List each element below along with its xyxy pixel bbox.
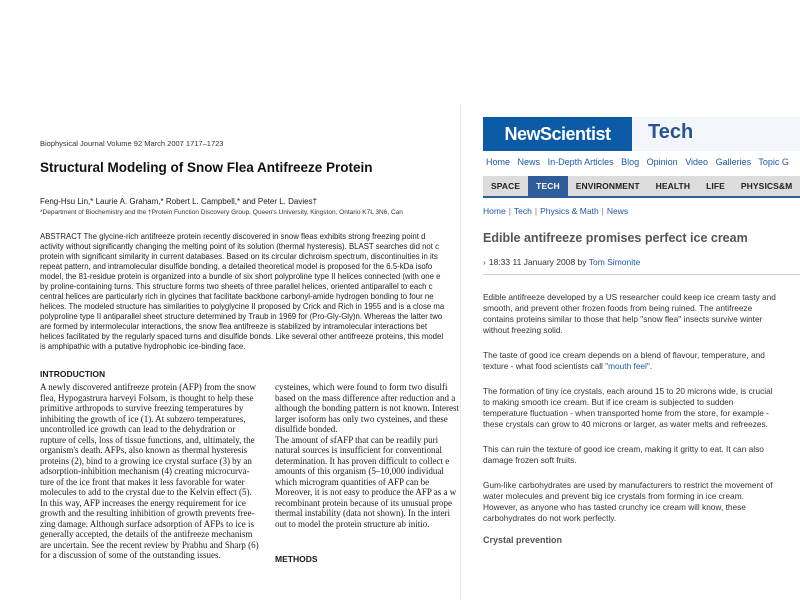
tab-tech[interactable]: TECH: [528, 176, 568, 196]
introduction-heading: INTRODUCTION: [40, 369, 106, 379]
paragraph-line: to making smooth ice cream. But if ice cream is subjected to sudden: [483, 397, 734, 407]
tab-health[interactable]: HEALTH: [655, 181, 691, 191]
paragraph-line: damage frozen soft fruits.: [483, 455, 577, 465]
topnav-link-home[interactable]: Home: [486, 157, 511, 167]
chevron-right-icon: ›: [483, 257, 486, 267]
topnav-link-video[interactable]: Video: [685, 157, 709, 167]
paragraph-line: Edible antifreeze developed by a US researcher could keep ice cream tasty and: [483, 292, 776, 302]
body-line: primitive arthropods to survive freezing temperatures by: [40, 403, 244, 413]
body-line: generally accepted, the details of the antifreeze mechanism: [40, 529, 253, 539]
abstract-line: is amphipathic with a putative hydrophobic ice-binding face.: [40, 342, 246, 351]
breadcrumb-tech[interactable]: Tech: [513, 206, 532, 216]
paragraph-line: without freezing solid.: [483, 325, 563, 335]
body-line: which microgram quantities of AFP can be: [275, 476, 430, 487]
tab-life[interactable]: LIFE: [706, 181, 725, 191]
topnav-link-opinion[interactable]: Opinion: [646, 157, 678, 167]
topnav-link-topic-guides[interactable]: Topic G: [758, 157, 789, 167]
paper-title: Structural Modeling of Snow Flea Antifreeze Protein: [40, 160, 373, 175]
tab-space[interactable]: SPACE: [491, 181, 521, 191]
breadcrumb-home[interactable]: Home: [483, 206, 506, 216]
body-line: uncontrolled ice growth can lead to the dehydration or: [40, 424, 236, 434]
body-line: In this way, AFP increases the energy requirement for ice: [40, 497, 246, 508]
abstract-line: ABSTRACT The glycine-rich antifreeze protein recently discovered in snow fleas exhibits strong freezing point d: [40, 232, 426, 241]
breadcrumb: Home | Tech | Physics & Math | News: [483, 206, 629, 216]
paragraph-line: The taste of good ice cream depends on a blend of flavour, temperature, and: [483, 350, 765, 360]
body-line: molecules to add to the crystal due to the Kelvin effect (5).: [40, 487, 252, 497]
topnav-link-galleries[interactable]: Galleries: [715, 157, 752, 167]
paragraph-line: carbohydrates do not work perfectly.: [483, 513, 617, 523]
abstract-line: by proline-containing turns. This structure forms two sheets of three parallel helices, oriented antiparallel to each c: [40, 282, 433, 291]
paper-column-left: [40, 382, 262, 561]
body-line: Moreover, it is not easy to produce the AFP as a w: [275, 487, 457, 497]
abstract-line: are formed by intermolecular interactions, the snow flea antifreeze is stabilized by intramolecular interactions bet: [40, 322, 428, 331]
breadcrumb-physics-math[interactable]: Physics & Math: [540, 206, 599, 216]
abstract-line: polyproline type II antiparallel sheet structure determined by Traub in 1969 for (Pro-Gly-Gly)n. Whereas the latter two: [40, 312, 443, 321]
body-line: growth and the resulting inhibition of growth prevents free-: [40, 508, 255, 518]
top-navigation: [486, 157, 794, 167]
author-link[interactable]: Tom Simonite: [588, 257, 641, 267]
body-line: are uncertain. See the recent review by Prabhu and Sharp (6): [40, 539, 259, 550]
body-line: amounts of this organism (5–10,000 individual: [275, 466, 444, 476]
body-line: flea, Hypogastrura harveyi Folsom, is thought to help these: [40, 392, 254, 403]
journal-citation-line: Biophysical Journal Volume 92 March 2007 1717–1723: [40, 139, 224, 148]
section-tabs: [483, 176, 800, 198]
section-title: Tech: [648, 121, 694, 143]
body-line: zing damage. Although surface adsorption of AFPs to ice is: [40, 518, 254, 529]
body-line: recombinant protein because of its unusual prope: [275, 497, 452, 508]
topnav-link-news[interactable]: News: [517, 157, 541, 167]
tab-environment[interactable]: ENVIRONMENT: [575, 181, 640, 191]
paragraph-line: This can ruin the texture of good ice cream, making it gritty to eat. It can also: [483, 444, 764, 454]
paragraph-text: texture - what food scientists call: [483, 361, 606, 371]
body-line: determination. It has proven difficult to collect e: [275, 455, 450, 466]
paragraph-line: these crystals can grow to 40 microns or larger, as water melts and refreezes.: [483, 419, 768, 429]
body-line: ture of the ice front that makes it less favorable for water: [40, 476, 245, 487]
paragraph-line: [483, 361, 795, 372]
abstract-line: helices. The modeled structure has similarities to polyglycine II proposed by Crick and Rich in 1955 and is a close ma: [40, 302, 445, 311]
abstract-line: helices facilitated by the regularly spaced turns and disulfide bonds. Like several other antifreeze proteins, this model: [40, 332, 444, 341]
paragraph-line: Gum-like carbohydrates are used by manufacturers to restrict the movement of: [483, 480, 773, 490]
article-date: 18:33 11 January 2008 by: [488, 257, 589, 267]
paragraph-line: contains proteins similar to those that help "snow flea" insects survive winter: [483, 314, 763, 324]
body-line: for a discussion of some of the outstanding issues.: [40, 550, 221, 560]
body-line: based on the mass difference after reduction and a: [275, 392, 456, 403]
body-line: The amount of sfAFP that can be readily puri: [275, 434, 439, 445]
breadcrumb-news[interactable]: News: [606, 206, 629, 216]
abstract-line: repeat pattern, and intramolecular disulfide bonding, a detailed theoretical model is proposed for the 6.5-kDa isofo: [40, 262, 433, 271]
article-paragraph: [483, 386, 795, 430]
body-line: although the bonding pattern is not known. Interest: [275, 403, 459, 413]
body-line: cysteines, which were found to form two disulfi: [275, 382, 448, 392]
divider: [483, 274, 800, 275]
abstract-line: activity without significantly changing the melting point of its solution (thermal hysteresis). BLAST searches did not c: [40, 242, 439, 251]
tab-physics-math[interactable]: PHYSICS&M: [740, 181, 793, 191]
paragraph-line: However, as anyone who has tasted crunchy ice cream will know, these: [483, 502, 746, 512]
body-line: inhibiting the growth of ice (1). At subzero temperatures,: [40, 413, 246, 424]
topnav-link-blog[interactable]: Blog: [621, 157, 640, 167]
paper-affiliation: *Department of Biochemistry and the †Protein Function Discovery Group, Queen's University, Kingston, Ontario K7L 3N6, Can: [40, 209, 403, 216]
paper-authors: Feng-Hsu Lin,* Laurie A. Graham,* Robert L. Campbell,* and Peter L. Davies†: [40, 197, 318, 206]
body-line: rupture of cells, loss of tissue functions, and, ultimately, the: [40, 434, 255, 445]
paragraph-line: The formation of tiny ice crystals, each around 15 to 20 microns wide, is crucial: [483, 386, 773, 396]
body-line: thermal instability (data not shown). In the interi: [275, 508, 450, 518]
abstract-line: central helices are particularly rich in glycines that facilitate backbone carbonyl-amide hydrogen bonding to four ne: [40, 292, 434, 301]
article-body: [483, 292, 795, 545]
methods-heading: METHODS: [275, 554, 318, 564]
body-line: adsorption-inhibition mechanism (4) creating microcurva-: [40, 466, 250, 476]
paragraph-line: temperature fluctuation - when transported home from the store, for example -: [483, 408, 769, 418]
body-line: disulfide bonded.: [275, 424, 338, 434]
article-paragraph: [483, 292, 795, 336]
article-meta: [483, 257, 640, 267]
article-paragraph: [483, 444, 795, 466]
paragraph-line: smooth, and prevent other frozen foods from being ruined. The antifreeze: [483, 303, 753, 313]
newscientist-logo[interactable]: NewScientist: [483, 117, 632, 151]
body-line: proteins (2), bind to a growing ice crystal surface (3) by an: [40, 455, 252, 466]
topnav-link-in-depth[interactable]: In-Depth Articles: [547, 157, 614, 167]
abstract-line: protein with significant similarity in current databases. Based on its circular dichroism spectrum, discontinuities in its: [40, 252, 438, 261]
article-headline: Edible antifreeze promises perfect ice cream: [483, 231, 748, 245]
body-line: organism's death. AFPs, also known as thermal hysteresis: [40, 445, 248, 455]
body-line: A newly discovered antifreeze protein (AFP) from the snow: [40, 382, 256, 392]
paragraph-line: water molecules and prevent big ice crystals from forming in ice cream.: [483, 491, 744, 501]
article-paragraph: [483, 350, 795, 372]
mouth-feel-link[interactable]: "mouth feel": [605, 361, 650, 371]
article-subheading: Crystal prevention: [483, 535, 563, 545]
paper-abstract: [40, 232, 520, 352]
body-line: larger isoform has only two cysteines, and these: [275, 413, 448, 424]
body-line: natural sources is insufficient for conventional: [275, 445, 443, 455]
newscientist-page: [460, 104, 800, 600]
abstract-line: model, the 81-residue protein is organized into a bundle of six short polyproline type II helices connected (with one e: [40, 272, 441, 281]
paper-column-right: [275, 382, 475, 529]
article-paragraph: [483, 480, 795, 524]
paragraph-text: .: [649, 361, 653, 371]
body-line: out to model the protein structure ab initio.: [275, 518, 430, 529]
